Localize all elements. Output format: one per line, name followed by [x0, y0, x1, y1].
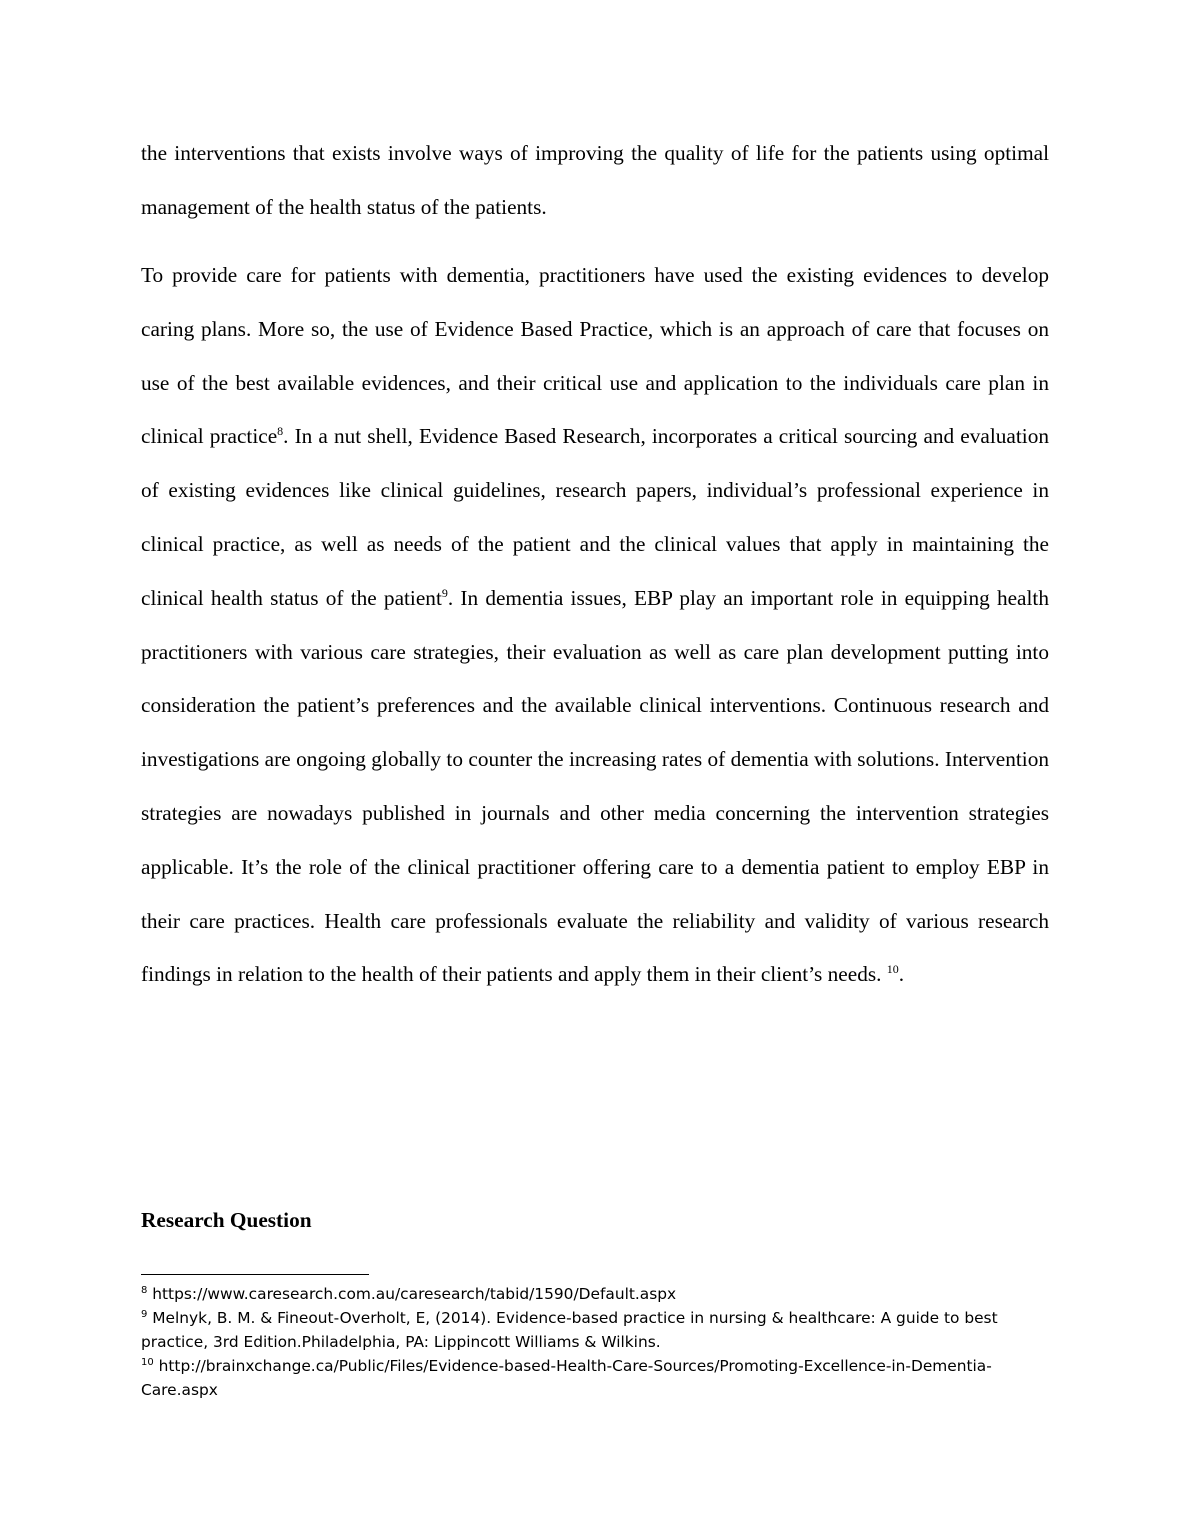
footnote-text: http://brainxchange.ca/Public/Files/Evidence-based-Health-Care-Sources/Promoting-Excellence-in-Dementia-Care.aspx: [141, 1357, 992, 1399]
footnotes-section: [141, 1282, 1049, 1402]
body-paragraph-ebp: [141, 249, 1049, 1002]
footnote-reference-10[interactable]: 10: [886, 962, 899, 977]
footnote-8: [141, 1282, 1049, 1306]
paragraph-text-part-4: .: [898, 962, 905, 987]
body-paragraph-continued: [141, 127, 1049, 235]
footnote-10: [141, 1354, 1049, 1402]
section-heading: Research Question: [141, 1208, 312, 1232]
footnote-reference-8[interactable]: 8: [277, 424, 284, 439]
footnote-text: https://www.caresearch.com.au/caresearch/tabid/1590/Default.aspx: [147, 1285, 677, 1303]
footnote-number: 9: [141, 1308, 148, 1320]
paragraph-text-part-3: . In dementia issues, EBP play an important role in equipping health practitioners with various care strategies, their evaluation as well as care plan development putting into consideration the patient’s preferences and the available clinical interventions. Continuous research and investigations are ongoing globally to counter the increasing rates of dementia with solutions. Intervention strategies are nowadays published in journals and other media concerning the intervention strategies applicable. It’s the role of the clinical practitioner offering care to a dementia patient to employ EBP in their care practices. Health care professionals evaluate the reliability and validity of various research findings in relation to the health of their patients and apply them in their client’s needs.: [141, 585, 1049, 987]
paragraph-text: the interventions that exists involve ways of improving the quality of life for the patients using optimal management of the health status of the patients.: [141, 141, 1049, 219]
footnote-text: Melnyk, B. M. & Fineout-Overholt, E, (2014). Evidence-based practice in nursing & healthcare: A guide to best practice, 3rd Edition.Philadelphia, PA: Lippincott Williams & Wilkins.: [141, 1309, 998, 1351]
paragraph-text-part-1: To provide care for patients with dementia, practitioners have used the existing evidences to develop caring plans. More so, the use of Evidence Based Practice, which is an approach of care that focuses on use of the best available evidences, and their critical use and application to the individuals care plan in clinical practice: [141, 263, 1049, 449]
paragraph-text-part-2: . In a nut shell, Evidence Based Research, incorporates a critical sourcing and evaluation of existing evidences like clinical guidelines, research papers, individual’s professional experience in clinical practice, as well as needs of the patient and the clinical values that apply in maintaining the clinical health status of the patient: [141, 424, 1049, 610]
footnote-number: 10: [141, 1356, 154, 1368]
footnote-reference-9[interactable]: 9: [441, 585, 448, 600]
footnote-9: [141, 1306, 1049, 1354]
footnote-separator: [141, 1274, 369, 1275]
footnote-number: 8: [141, 1284, 148, 1296]
